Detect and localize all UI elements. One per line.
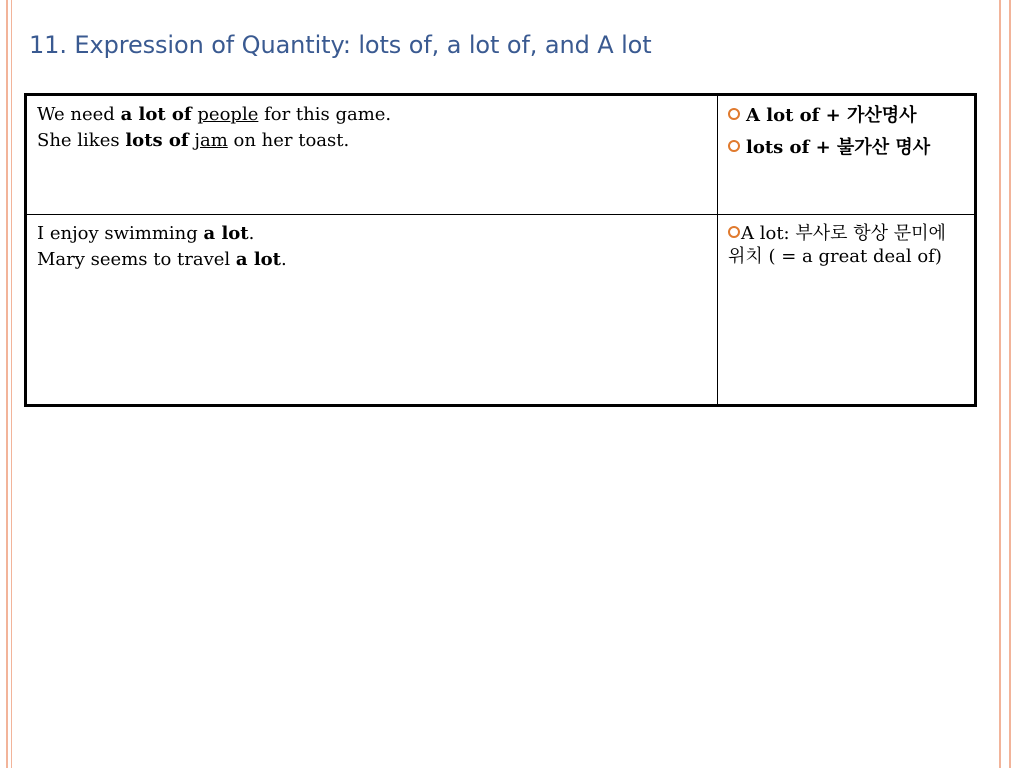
left-border-line-1: [6, 0, 8, 768]
example-sentence-1: We need a lot of people for this game.: [37, 104, 392, 125]
examples-cell-2: [26, 215, 718, 406]
notes-cell-2: [718, 215, 976, 406]
examples-cell-1: [26, 95, 718, 215]
example-sentence-2: She likes lots of jam on her toast.: [37, 130, 350, 151]
note-item-2: lots of + 불가산 명사: [728, 135, 964, 161]
slide-title: 11. Expression of Quantity: lots of, a lot of, and A lot: [29, 31, 652, 59]
left-border-line-2: [11, 0, 12, 768]
bullet-icon: [728, 140, 740, 152]
quantity-table: [24, 93, 977, 407]
example-sentence-4: Mary seems to travel a lot.: [37, 249, 287, 270]
bullet-icon: [728, 108, 740, 120]
table-row-2: [26, 215, 976, 406]
note-item-1: A lot of + 가산명사: [728, 103, 964, 129]
right-border-line-1: [999, 0, 1001, 768]
right-border-line-2: [1009, 0, 1011, 768]
example-sentence-3: I enjoy swimming a lot.: [37, 223, 255, 244]
bullet-icon: [728, 226, 740, 238]
notes-cell-1: [718, 95, 976, 215]
table-row-1: [26, 95, 976, 215]
note-a-lot-adverb: A lot: 부사로 항상 문미에 위치 ( = a great deal of): [728, 223, 946, 267]
